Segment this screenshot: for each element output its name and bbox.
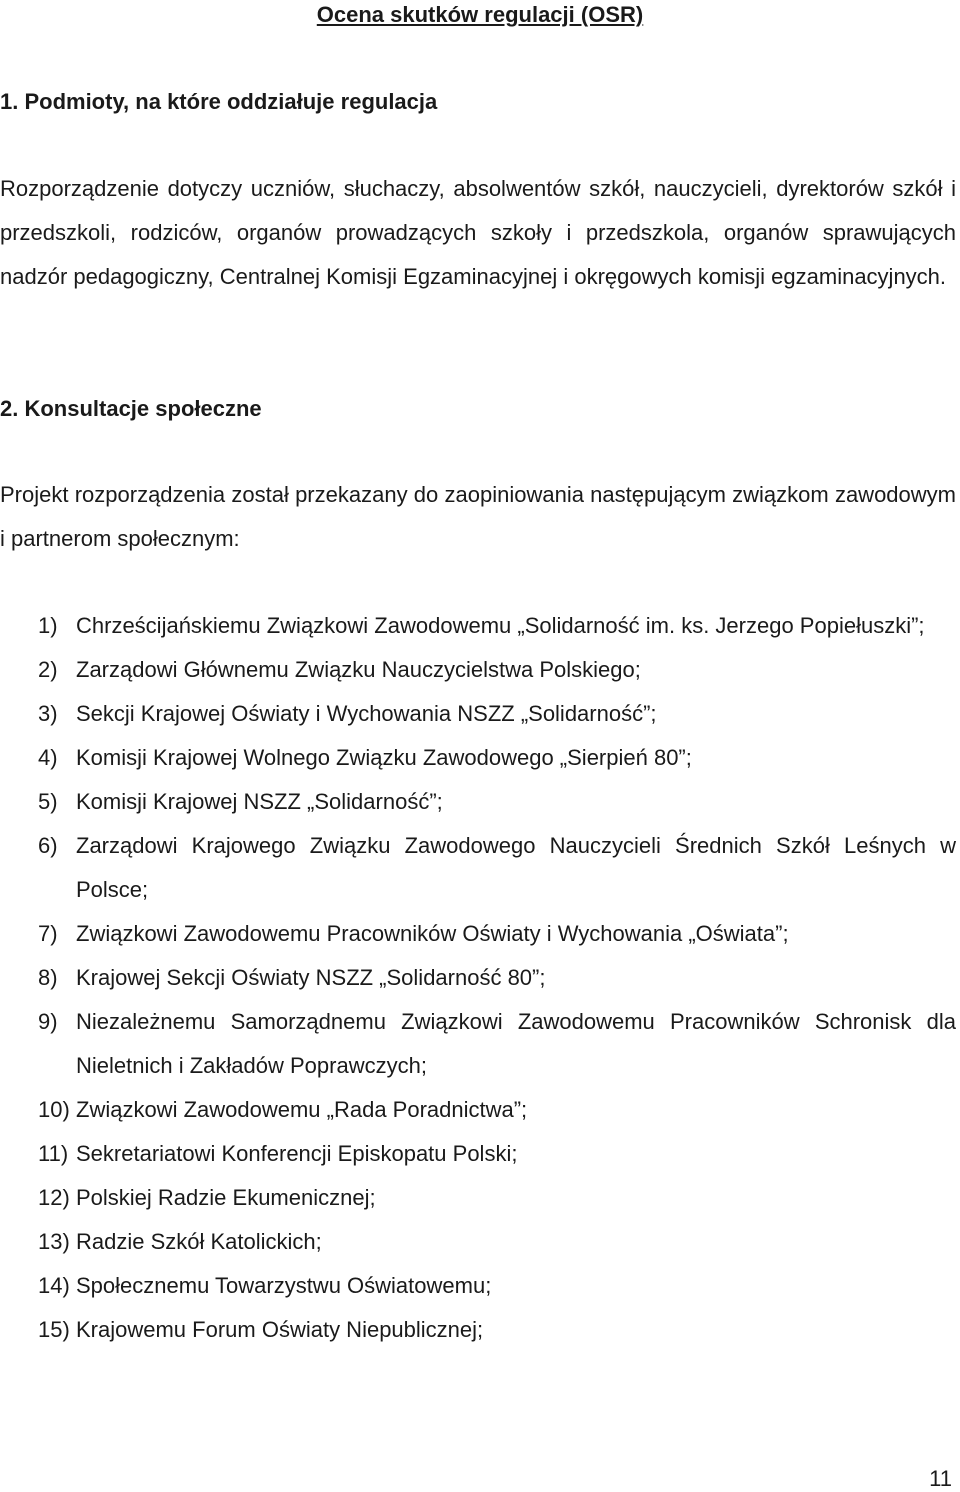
list-item: [0, 1264, 956, 1308]
list-item: [0, 604, 956, 648]
list-item: [0, 1000, 956, 1088]
list-item-number: 6): [38, 833, 58, 858]
section-1-heading: 1. Podmioty, na które oddziałuje regulacja: [0, 89, 438, 114]
list-item: [0, 1220, 956, 1264]
list-item-number: 9): [38, 1009, 58, 1034]
list-item-text: Związkowi Zawodowemu Pracowników Oświaty i Wychowania „Oświata”;: [76, 921, 789, 946]
list-item: [0, 736, 956, 780]
list-item: [0, 692, 956, 736]
list-item-number: 8): [38, 965, 58, 990]
list-item-number: 14): [38, 1273, 70, 1298]
list-item-number: 2): [38, 657, 58, 682]
list-item-number: 5): [38, 789, 58, 814]
list-item-number: 15): [38, 1317, 70, 1342]
list-item: [0, 1308, 956, 1352]
consultation-list: [0, 604, 956, 1352]
list-item-text: Związkowi Zawodowemu „Rada Poradnictwa”;: [76, 1097, 528, 1122]
list-item: [0, 648, 956, 692]
list-item-text: Krajowemu Forum Oświaty Niepublicznej;: [76, 1317, 484, 1342]
list-item-text: Komisji Krajowej Wolnego Związku Zawodowego „Sierpień 80”;: [76, 745, 692, 770]
list-item: [0, 912, 956, 956]
list-item-number: 13): [38, 1229, 70, 1254]
list-item: [0, 1132, 956, 1176]
list-item-number: 7): [38, 921, 58, 946]
list-item-text: Niezależnemu Samorządnemu Związkowi Zawodowemu Pracowników Schronisk dla Nieletnich i Zakładów Poprawczych;: [76, 1009, 956, 1078]
list-item-text: Społecznemu Towarzystwu Oświatowemu;: [76, 1273, 492, 1298]
page-number: 11: [929, 1466, 952, 1491]
list-item-text: Zarządowi Krajowego Związku Zawodowego Nauczycieli Średnich Szkół Leśnych w Polsce;: [76, 833, 956, 902]
list-item: [0, 1088, 956, 1132]
list-item-number: 12): [38, 1185, 70, 1210]
list-item-text: Komisji Krajowej NSZZ „Solidarność”;: [76, 789, 443, 814]
section-1-paragraph: Rozporządzenie dotyczy uczniów, słuchaczy, absolwentów szkół, nauczycieli, dyrektorów szkół i przedszkoli, rodziców, organów prowadzących szkoły i przedszkola, organów sprawujących nadzór pedagogiczny, Centralnej Komisji Egzaminacyjnej i okręgowych komisji egzaminacyjnych.: [0, 176, 956, 289]
section-2-paragraph: Projekt rozporządzenia został przekazany do zaopiniowania następującym związkom zawodowym i partnerom społecznym:: [0, 482, 956, 551]
list-item-number: 3): [38, 701, 58, 726]
section-2-heading: 2. Konsultacje społeczne: [0, 396, 262, 421]
list-item-text: Polskiej Radzie Ekumenicznej;: [76, 1185, 376, 1210]
list-item: [0, 1176, 956, 1220]
list-item: [0, 956, 956, 1000]
list-item-text: Krajowej Sekcji Oświaty NSZZ „Solidarność 80”;: [76, 965, 546, 990]
list-item: [0, 824, 956, 912]
list-item-text: Sekretariatowi Konferencji Episkopatu Polski;: [76, 1141, 518, 1166]
list-item: [0, 780, 956, 824]
list-item-text: Radzie Szkół Katolickich;: [76, 1229, 322, 1254]
list-item-number: 11): [38, 1141, 69, 1166]
list-item-number: 1): [38, 613, 58, 638]
list-item-number: 10): [38, 1097, 70, 1122]
list-item-text: Chrześcijańskiemu Związkowi Zawodowemu „Solidarność im. ks. Jerzego Popiełuszki”;: [76, 613, 925, 638]
document-title: Ocena skutków regulacji (OSR): [316, 2, 644, 27]
list-item-text: Sekcji Krajowej Oświaty i Wychowania NSZZ „Solidarność”;: [76, 701, 657, 726]
list-item-number: 4): [38, 745, 58, 770]
list-item-text: Zarządowi Głównemu Związku Nauczycielstwa Polskiego;: [76, 657, 641, 682]
